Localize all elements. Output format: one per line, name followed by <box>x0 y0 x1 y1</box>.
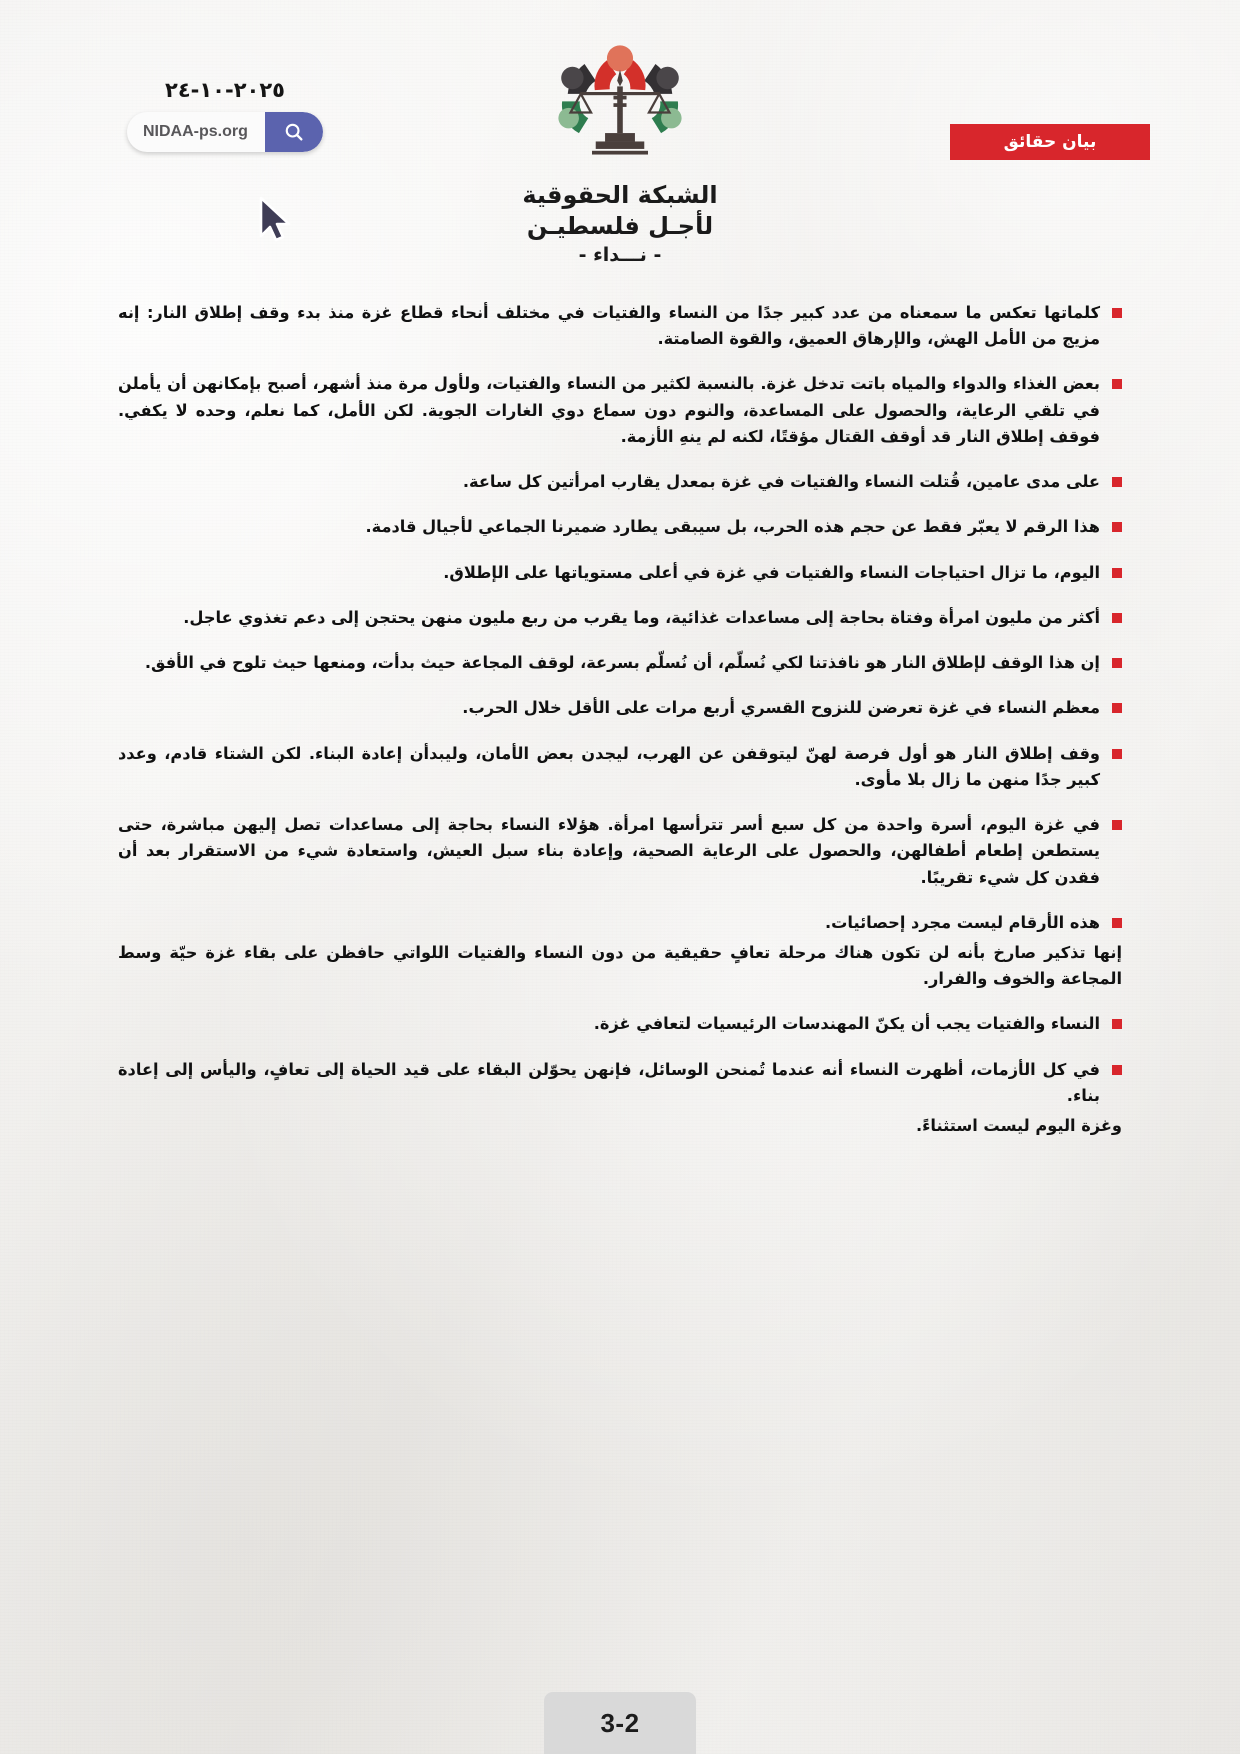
body-paragraph: في كل الأزمات، أظهرت النساء أنه عندما تُمنحن الوسائل، فإنهن يحوّلن البقاء على قيد الحياة إلى تعافٍ، واليأس إلى إعادة بناء. <box>118 1057 1122 1109</box>
page-header <box>0 0 1240 290</box>
website-search-pill[interactable] <box>127 112 323 152</box>
body-paragraph: إن هذا الوقف لإطلاق النار هو نافذتنا لكي نُسلّم، أن نُسلّم بسرعة، لوقف المجاعة حيث بدأت، ومنعها حيث تلوح في الأفق. <box>118 650 1122 676</box>
search-button[interactable] <box>265 112 323 152</box>
logo-line-3: - نـــداء - <box>578 244 662 267</box>
badge-label: بيان حقائق <box>1003 132 1097 152</box>
search-icon <box>283 121 305 143</box>
body-paragraph: أكثر من مليون امرأة وفتاة بحاجة إلى مساعدات غذائية، وما يقرب من ربع مليون منهن يحتجن إلى دعم تغذوي عاجل. <box>118 605 1122 631</box>
nidaa-logo-icon <box>525 36 715 176</box>
body-paragraph: بعض الغذاء والدواء والمياه باتت تدخل غزة. بالنسبة لكثير من النساء والفتيات، ولأول مرة منذ أشهر، أصبح بإمكانهن أن يأملن في تلقي الرعاية، والحصول على المساعدة، والنوم دون سماع دوي الغارات الجوية. لكن الأمل، كما نعلم، وحده لا يكفي. فوقف إطلاق النار قد أوقف القتال مؤقتًا، لكنه لم ينهِ الأزمة. <box>118 371 1122 450</box>
logo-wordmark <box>460 180 780 268</box>
logo-line-2: لأجـل فلسطيـن <box>526 211 714 240</box>
search-input-value[interactable]: NIDAA-ps.org <box>143 123 248 140</box>
body-paragraph: اليوم، ما تزال احتياجات النساء والفتيات في غزة في أعلى مستوياتها على الإطلاق. <box>118 560 1122 586</box>
body-paragraph: هذه الأرقام ليست مجرد إحصائيات. <box>118 910 1122 936</box>
header-left-cluster <box>110 78 340 152</box>
body-paragraph: هذا الرقم لا يعبّر فقط عن حجم هذه الحرب، بل سيبقى يطارد ضميرنا الجماعي لأجيال قادمة. <box>118 514 1122 540</box>
organization-logo-block <box>460 36 780 268</box>
document-body <box>118 300 1122 1158</box>
mouse-cursor-icon <box>258 196 292 242</box>
body-paragraph: في غزة اليوم، أسرة واحدة من كل سبع أسر تترأسها امرأة. هؤلاء النساء بحاجة إلى مساعدات تصل إليهن مباشرة، حتى يستطعن إطعام أطفالهن، والحصول على الرعاية الصحية، وإعادة بناء سبل العيش، واستعادة شيء من الاستقرار بعد أن فقدن كل شيء تقريبًا. <box>118 812 1122 891</box>
page-number-tab <box>544 1692 696 1754</box>
body-paragraph: وقف إطلاق النار هو أول فرصة لهنّ ليتوقفن عن الهرب، ليجدن بعض الأمان، وليبدأن إعادة البناء. لكن الشتاء قادم، وعدد كبير جدًا منهن ما زال بلا مأوى. <box>118 741 1122 793</box>
body-paragraph: على مدى عامين، قُتلت النساء والفتيات في غزة بمعدل يقارب امرأتين كل ساعة. <box>118 469 1122 495</box>
page-number: 3-2 <box>600 1707 640 1738</box>
body-paragraph: وغزة اليوم ليست استثناءً. <box>916 1116 1122 1136</box>
body-paragraph: كلماتها تعكس ما سمعناه من عدد كبير جدًا من النساء والفتيات في مختلف أنحاء قطاع غزة منذ بدء وقف إطلاق النار: إنه مزيج من الأمل الهش، والإرهاق العميق، والقوة الصامتة. <box>118 300 1122 352</box>
body-paragraph: النساء والفتيات يجب أن يكنّ المهندسات الرئيسيات لتعافي غزة. <box>118 1011 1122 1037</box>
body-paragraph: إنها تذكير صارخ بأنه لن تكون هناك مرحلة تعافٍ حقيقية من دون النساء والفتيات اللواتي حافظن على بقاء غزة حيّة وسط المجاعة والخوف والفرار. <box>118 942 1122 989</box>
document-date: ٢٠٢٥-١٠-٢٤ <box>165 78 285 102</box>
body-paragraph: معظم النساء في غزة تعرضن للنزوح القسري أربع مرات على الأقل خلال الحرب. <box>118 695 1122 721</box>
logo-line-1: الشبكة الحقوقية <box>522 181 718 209</box>
fact-sheet-badge <box>950 124 1150 160</box>
